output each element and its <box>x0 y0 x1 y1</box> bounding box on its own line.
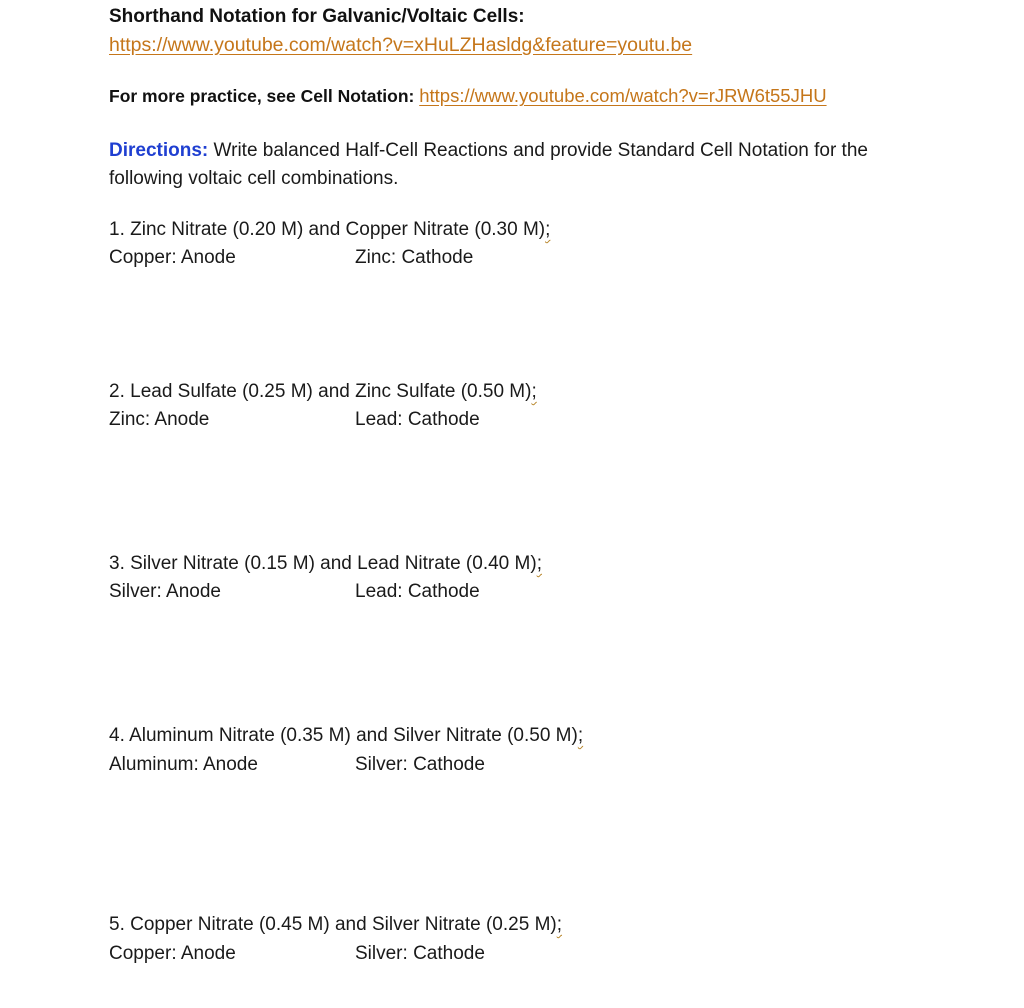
problem-2-semicolon: ; <box>531 381 537 402</box>
problem-1-semicolon: ; <box>545 219 551 240</box>
problem-4-title <box>109 725 583 747</box>
directions-label: Directions: <box>109 140 209 161</box>
problem-4-text: 4. Aluminum Nitrate (0.35 M) and Silver Nitrate (0.50 M) <box>109 725 578 746</box>
problem-1-cathode: Zinc: Cathode <box>355 247 474 268</box>
problem-2-text: 2. Lead Sulfate (0.25 M) and Zinc Sulfate (0.50 M) <box>109 381 532 402</box>
practice-line <box>109 85 827 107</box>
problem-5-cathode: Silver: Cathode <box>355 943 485 964</box>
problem-2-anode: Zinc: Anode <box>109 409 210 430</box>
directions-text: Write balanced Half-Cell Reactions and provide Standard Cell Notation for the following voltaic cell combinations. <box>109 140 868 189</box>
problem-5-semicolon: ; <box>556 914 563 935</box>
problem-2-title <box>109 381 537 403</box>
problem-4-cathode: Silver: Cathode <box>355 754 485 775</box>
problem-1-anode: Copper: Anode <box>109 247 236 268</box>
shorthand-notation-video-link[interactable]: https://www.youtube.com/watch?v=xHuLZHasldg&feature=youtu.be <box>109 34 693 56</box>
problem-5-anode: Copper: Anode <box>109 943 236 964</box>
document-page <box>109 0 989 1008</box>
problem-3-title <box>109 553 542 575</box>
problem-4-anode: Aluminum: Anode <box>109 754 258 775</box>
problem-1-title <box>109 219 550 241</box>
problem-5-text: 5. Copper Nitrate (0.45 M) and Silver Nitrate (0.25 M) <box>109 914 557 935</box>
problem-5-title <box>109 914 562 936</box>
problem-3-text: 3. Silver Nitrate (0.15 M) and Lead Nitrate (0.40 M) <box>109 553 537 574</box>
problem-3-semicolon: ; <box>536 553 542 574</box>
problem-1-text: 1. Zinc Nitrate (0.20 M) and Copper Nitrate (0.30 M) <box>109 219 546 240</box>
problem-4-semicolon: ; <box>577 725 584 746</box>
document-title: Shorthand Notation for Galvanic/Voltaic Cells: <box>109 6 525 27</box>
problem-2-cathode: Lead: Cathode <box>355 409 480 430</box>
problem-3-anode: Silver: Anode <box>109 581 221 602</box>
practice-label: For more practice, see Cell Notation: <box>109 86 415 106</box>
cell-notation-video-link[interactable]: https://www.youtube.com/watch?v=rJRW6t55JHU <box>419 85 827 106</box>
problem-3-cathode: Lead: Cathode <box>355 581 480 602</box>
directions-paragraph <box>109 137 909 193</box>
